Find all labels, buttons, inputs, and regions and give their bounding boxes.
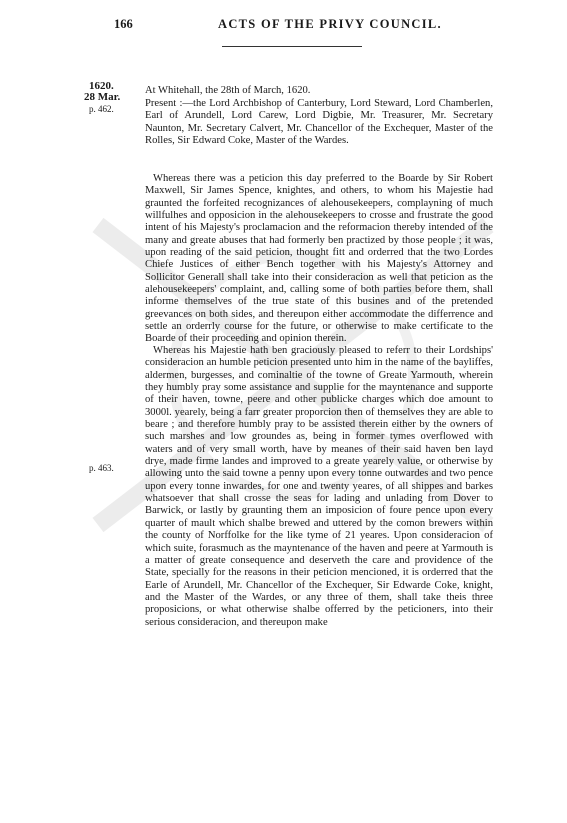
margin-date: 28 Mar.: [84, 91, 121, 103]
page-header: [0, 17, 567, 37]
paragraph: Whereas there was a peticion this day preferred to the Boarde by Sir Robert Maxwell, Sir James Spence, knightes, and others, to whom his Majestie had graunted the forfeited recognizances of alehousekeepers, complayning of much willfulhes and opposicion in the alehousekeepers to crosse and frustrate the good intent of his Majesty's proclamacion and the reformacion thereby intended of the many and greate abuses that had formerly ben practized by those people ; it was, upon reading of the said peticion, thought fitt and orderred that the two Lordes Chiefe Justices of either Bench together with his Majesty's Attorney and Sollicitor Generall shall take into their consideracion as well that peticion as the alehousekeepers' complaint, and, calling some of both parties before them, shall informe themselves of the true state of this busines and of the pretended greevances on both sides, and thereupon either accommodate the differrence and settle an orderrly course for the future, or otherwise to make certificate to the Boarde of their proceeding and opinion therein.: [145, 173, 493, 345]
margin-page-ref: p. 462.: [89, 104, 114, 114]
paragraph: Whereas his Majestie hath ben graciously pleased to referr to their Lordships' consideracion an humble peticion presented unto him in the name of the bayliffes, aldermen, burgesses, and cominaltie of the towne of Greate Yarmouth, wherein they humbly pray some assistance and supplie for the mayntenance and supporte of their haven, towne, peere and other publicke charges which doe amount to 3000l. yearely, being a farr greater proporcion then of themselves they are able to beare ; and therefore humbly pray to be assisted therein either by the owners of such marshes and low groundes as, being in former tymes overflowed with waters and of very small worth, have by meanes of their said haven ben layd drye, made firme landes and improved to a greate yearely value, or otherwise by allowing unto the said towne a penny upon every tonne outwardes and two pence upon every tonne inwardes, for one and twenty yeares, of all shippes and barkes whatsoever that shall crosse the seas for lading and unlading from Dover to Barwick, or lastly by graunting them an imposicion of foure pence upon every quarter of mault which shalbe brewed and uttered by the comon brewers within the county of Norffolke for the like tyme of 21 yeares. Upon consideracion of which suite, forasmuch as the mayntenance of the haven and peere at Yarmouth is a matter of greate consequence and deserveth the care and providence of the State, specially for the reasons in their peticion mencioned, it is orderred that the Earle of Arundell, Mr. Chancellor of the Exchequer, Sir Edwarde Coke, knight, and the Master of the Wardes, or any three of them, shall take theis three proposicions, or what otherwise shalbe offerred by the peticioners, into their serious consideracion, and thereupon make: [145, 345, 493, 628]
margin-year: 1620.: [89, 80, 114, 92]
running-title: ACTS OF THE PRIVY COUNCIL.: [218, 17, 442, 31]
present-list: Present :—the Lord Archbishop of Canterbury, Lord Steward, Lord Chamberlen, Earl of Arundell, Lord Carew, Lord Digbie, Mr. Treasurer, Mr. Secretary Naunton, Mr. Secretary Calvert, Mr. Chancellor of the Exchequer, Master of the Rolles, Sir Edward Coke, Master of the Wardes.: [145, 98, 493, 147]
margin-page-ref: p. 463.: [89, 463, 114, 473]
page-number: 166: [114, 17, 133, 31]
header-rule: [222, 46, 362, 47]
meeting-line: At Whitehall, the 28th of March, 1620.: [145, 85, 311, 96]
